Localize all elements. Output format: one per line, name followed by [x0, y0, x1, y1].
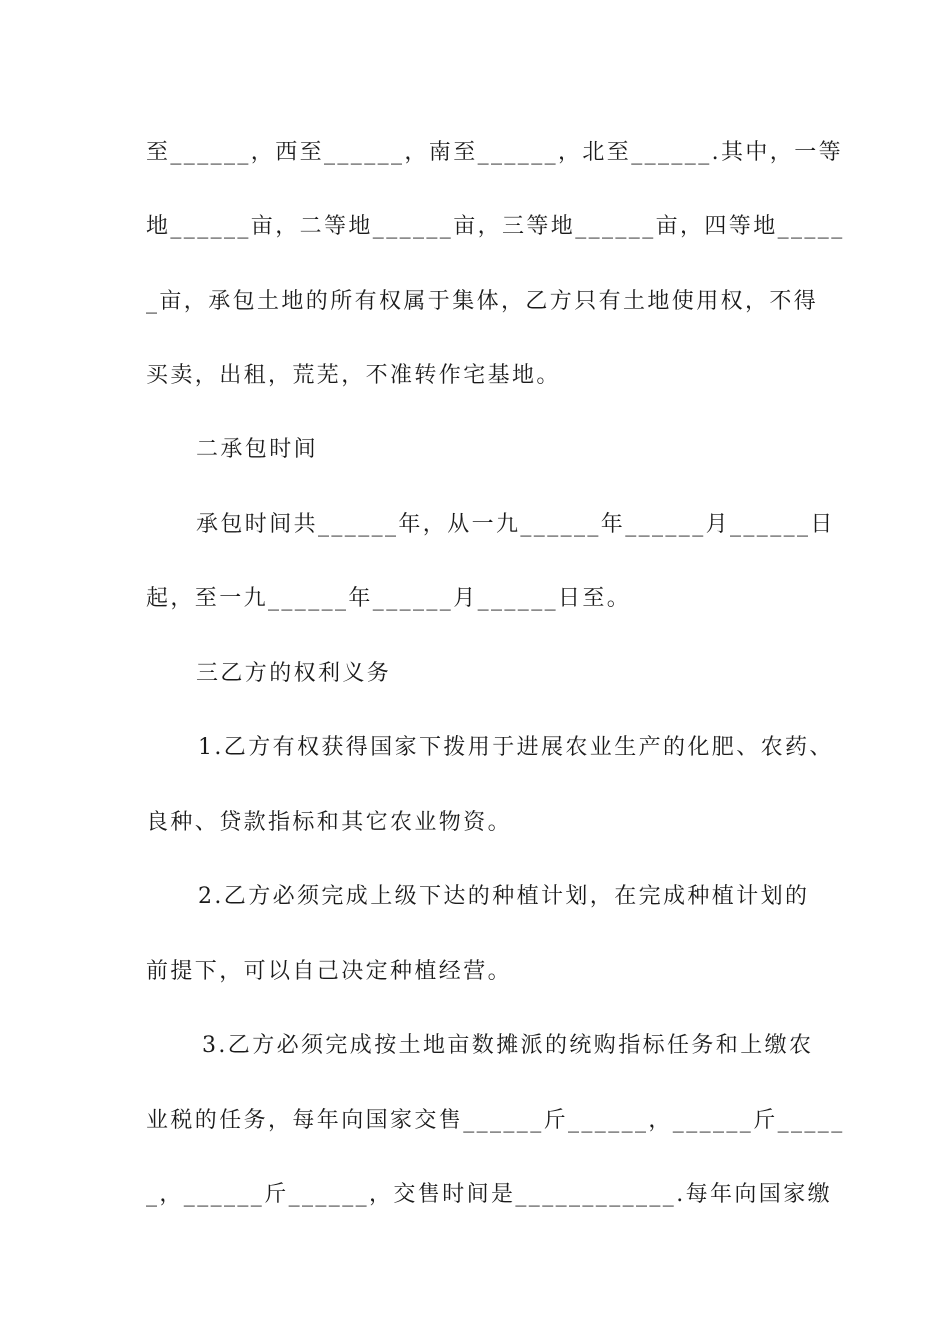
text-line: 至______，西至______，南至______，北至______.其中，一等 — [146, 140, 843, 165]
text-line: 1.乙方有权获得国家下拨用于进展农业生产的化肥、农药、 — [198, 735, 834, 760]
text-line: 3.乙方必须完成按土地亩数摊派的统购指标任务和上缴农 — [202, 1033, 814, 1058]
section-heading: 二承包时间 — [196, 437, 319, 462]
text-line: 良种、贷款指标和其它农业物资。 — [146, 810, 513, 835]
section-heading: 三乙方的权利义务 — [196, 661, 392, 686]
text-line: 起，至一九______年______月______日至。 — [146, 586, 632, 611]
text-line: 业税的任务，每年向国家交售______斤______，______斤_____ — [146, 1108, 845, 1133]
text-line: _亩，承包土地的所有权属于集体，乙方只有土地使用权，不得 — [146, 289, 819, 314]
text-line: 承包时间共______年，从一九______年______月______日 — [196, 512, 835, 537]
text-line: _，______斤______，交售时间是____________.每年向国家缴 — [146, 1182, 832, 1207]
text-line: 2.乙方必须完成上级下达的种植计划，在完成种植计划的 — [198, 884, 810, 909]
text-line: 买卖，出租，荒芜，不准转作宅基地。 — [146, 363, 561, 388]
text-line: 地______亩，二等地______亩，三等地______亩，四等地_____ — [146, 214, 845, 239]
text-line: 前提下，可以自己决定种植经营。 — [146, 959, 513, 984]
